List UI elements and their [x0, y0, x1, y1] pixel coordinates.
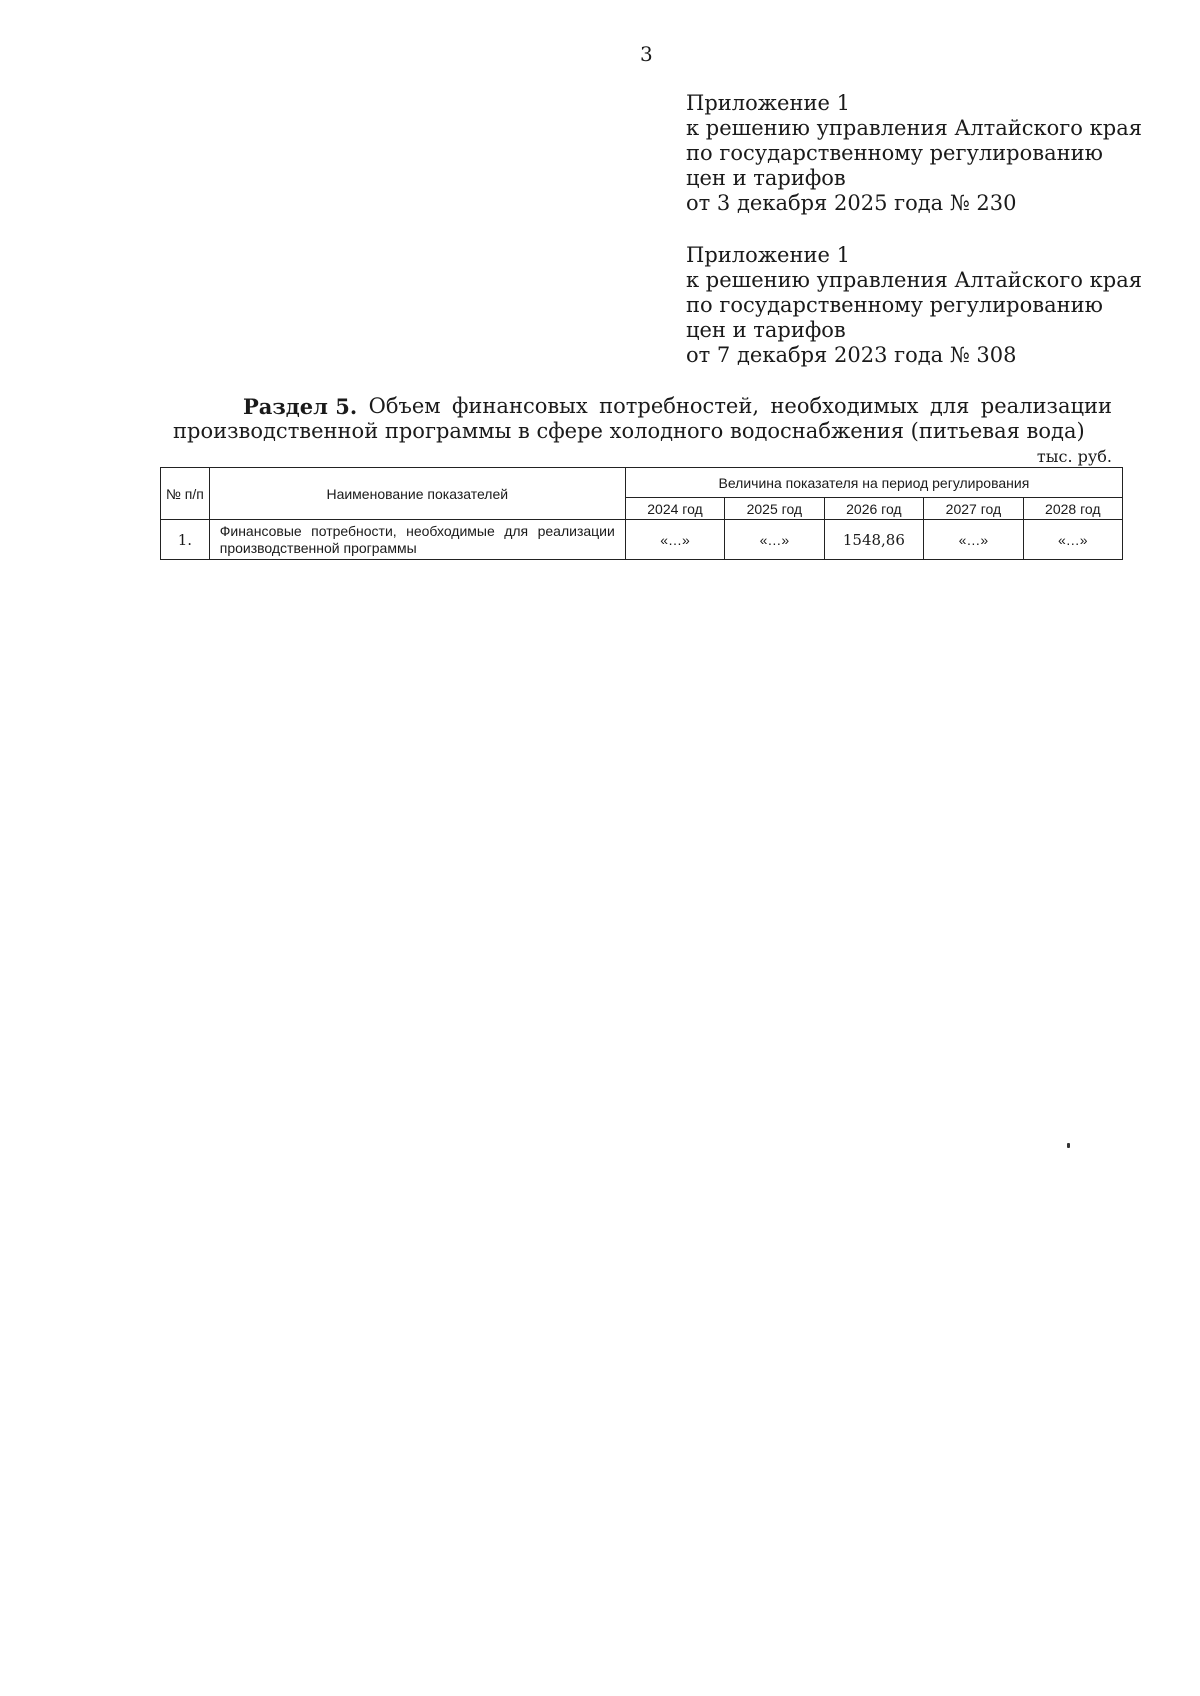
- header-year: 2028 год: [1023, 498, 1122, 520]
- appendix-line: цен и тарифов: [686, 166, 846, 190]
- appendix-line: цен и тарифов: [686, 318, 846, 342]
- appendix-line: по государственному регулированию: [686, 141, 1103, 165]
- row-value: «…»: [1023, 520, 1122, 560]
- table-header-row: [161, 468, 1123, 498]
- appendix-previous-header: [686, 243, 1142, 368]
- row-value: «…»: [924, 520, 1023, 560]
- row-number: 1.: [161, 520, 210, 560]
- row-value: «…»: [625, 520, 724, 560]
- section-title-line-1: [173, 394, 1112, 419]
- title-word: реализации: [980, 394, 1112, 418]
- section-title-line-2: производственной программы в сфере холодного водоснабжения (питьевая вода): [173, 419, 1085, 443]
- appendix-line: к решению управления Алтайского края: [686, 268, 1142, 292]
- appendix-date-line: от 3 декабря 2025 года № 230: [686, 191, 1017, 215]
- appendix-line: Приложение 1: [686, 243, 850, 267]
- appendix-date-line: от 7 декабря 2023 года № 308: [686, 343, 1017, 367]
- header-year: 2027 год: [924, 498, 1023, 520]
- appendix-line: Приложение 1: [686, 91, 850, 115]
- header-number: № п/п: [161, 468, 210, 520]
- title-word: финансовых: [452, 394, 588, 418]
- title-word: Объем: [368, 394, 441, 418]
- section-title: [173, 394, 1112, 444]
- appendix-line: по государственному регулированию: [686, 293, 1103, 317]
- header-year: 2025 год: [725, 498, 824, 520]
- row-value: «…»: [725, 520, 824, 560]
- title-word: для: [929, 394, 970, 418]
- appendix-current-header: [686, 91, 1142, 216]
- units-label: тыс. руб.: [1036, 447, 1112, 466]
- title-word: необходимых: [770, 394, 919, 418]
- header-name: Наименование показателей: [209, 468, 625, 520]
- table-row: [161, 520, 1123, 560]
- scan-speck: [1067, 1143, 1070, 1148]
- row-value: 1548,86: [824, 520, 924, 560]
- title-word: потребностей,: [599, 394, 760, 418]
- page-number: 3: [640, 42, 653, 66]
- header-period: Величина показателя на период регулирования: [625, 468, 1122, 498]
- section-label: Раздел 5.: [243, 394, 358, 419]
- appendix-line: к решению управления Алтайского края: [686, 116, 1142, 140]
- financial-needs-table: [160, 467, 1123, 560]
- row-name: Финансовые потребности, необходимые для реализации производственной программы: [209, 520, 625, 560]
- header-year: 2024 год: [625, 498, 724, 520]
- header-year: 2026 год: [824, 498, 924, 520]
